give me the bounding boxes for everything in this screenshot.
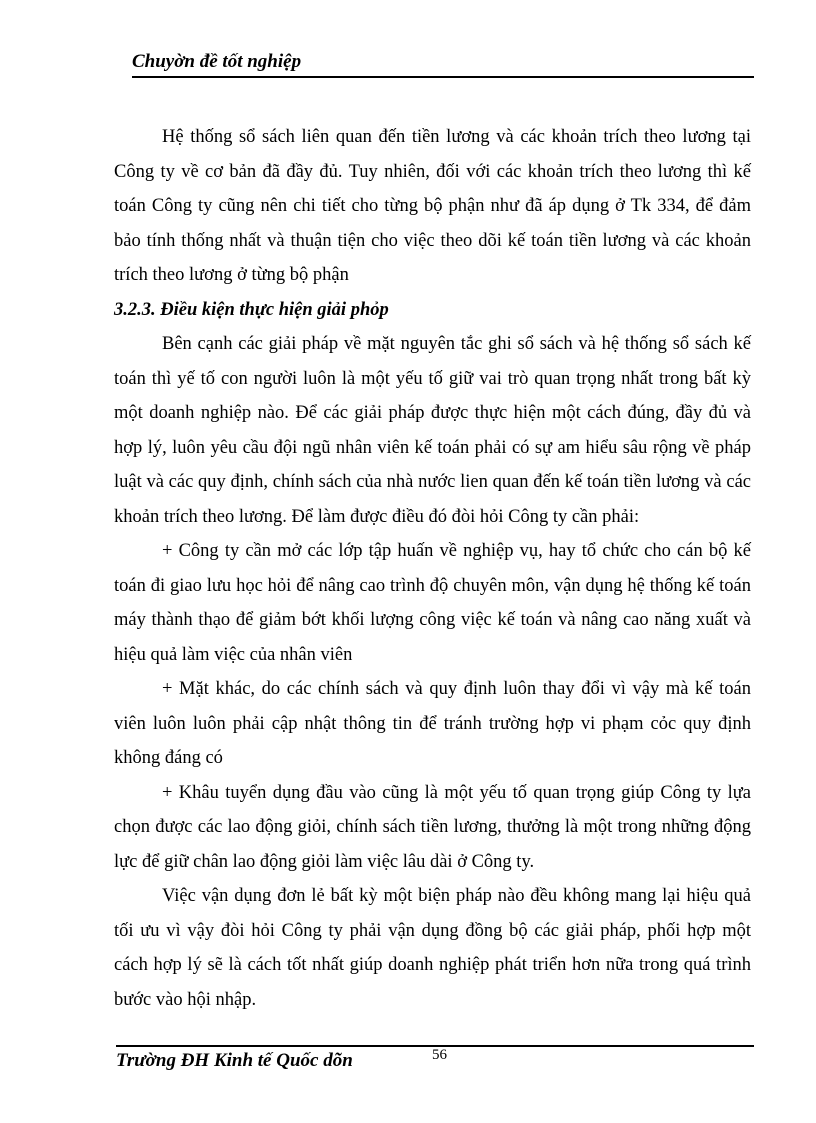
document-body (114, 120, 751, 1017)
page-footer (116, 1045, 754, 1077)
paragraph-section-1: Bên cạnh các giải pháp về mặt nguyên tắc ghi sổ sách và hệ thống sổ sách kế toán thì yế tố con người luôn là một yếu tố giữ vai trò quan trọng nhất trong bất kỳ một doanh nghiệp nào. Để các giải pháp được thực hiện một cách đúng, đầy đủ và hợp lý, luôn yêu cầu đội ngũ nhân viên kế toán phải có sự am hiểu sâu rộng về pháp luật và các quy định, chính sách của nhà nước lien quan đến kế toán tiền lương và các khoản trích theo lương. Để làm được điều đó đòi hỏi Công ty cần phải: (114, 334, 751, 527)
footer-school: Trường ĐH Kinh tế Quốc dõn (116, 1050, 353, 1071)
page-number: 56 (432, 1047, 447, 1063)
header-title: Chuyờn đề tốt nghiệp (132, 51, 302, 72)
section-heading: 3.2.3. Điều kiện thực hiện giải phỏp (114, 299, 389, 320)
page-header (132, 50, 754, 78)
paragraph-section-4: + Khâu tuyển dụng đầu vào cũng là một yếu tố quan trọng giúp Công ty lựa chọn được các lao động giỏi, chính sách tiền lương, thưởng là một trong những động lực để giữ chân lao động giỏi làm việc lâu dài ở Công ty. (114, 782, 751, 872)
paragraph-section-2: + Công ty cần mở các lớp tập huấn về nghiệp vụ, hay tổ chức cho cán bộ kế toán đi giao lưu học hỏi để nâng cao trình độ chuyên môn, vận dụng hệ thống kế toán máy thành thạo để giảm bớt khối lượng công việc kế toán và nâng cao năng xuất và hiệu quả làm việc của nhân viên (114, 541, 751, 665)
paragraph-section-5: Việc vận dụng đơn lẻ bất kỳ một biện pháp nào đều không mang lại hiệu quả tối ưu vì vậy đòi hỏi Công ty phải vận dụng đồng bộ các giải pháp, phối hợp một cách hợp lý sẽ là cách tốt nhất giúp doanh nghiệp phát triển hơn nữa trong quá trình bước vào hội nhập. (114, 886, 751, 1010)
paragraph-intro: Hệ thống sổ sách liên quan đến tiền lương và các khoản trích theo lương tại Công ty về cơ bản đã đầy đủ. Tuy nhiên, đối với các khoản trích theo lương thì kế toán Công ty cũng nên chi tiết cho từng bộ phận như đã áp dụng ở Tk 334, để đảm bảo tính thống nhất và thuận tiện cho việc theo dõi kế toán tiền lương và các khoản trích theo lương ở từng bộ phận (114, 127, 751, 285)
paragraph-section-3: + Mặt khác, do các chính sách và quy định luôn thay đổi vì vậy mà kế toán viên luôn luôn phải cập nhật thông tin để tránh trường hợp vi phạm cỏc quy định không đáng có (114, 679, 751, 768)
